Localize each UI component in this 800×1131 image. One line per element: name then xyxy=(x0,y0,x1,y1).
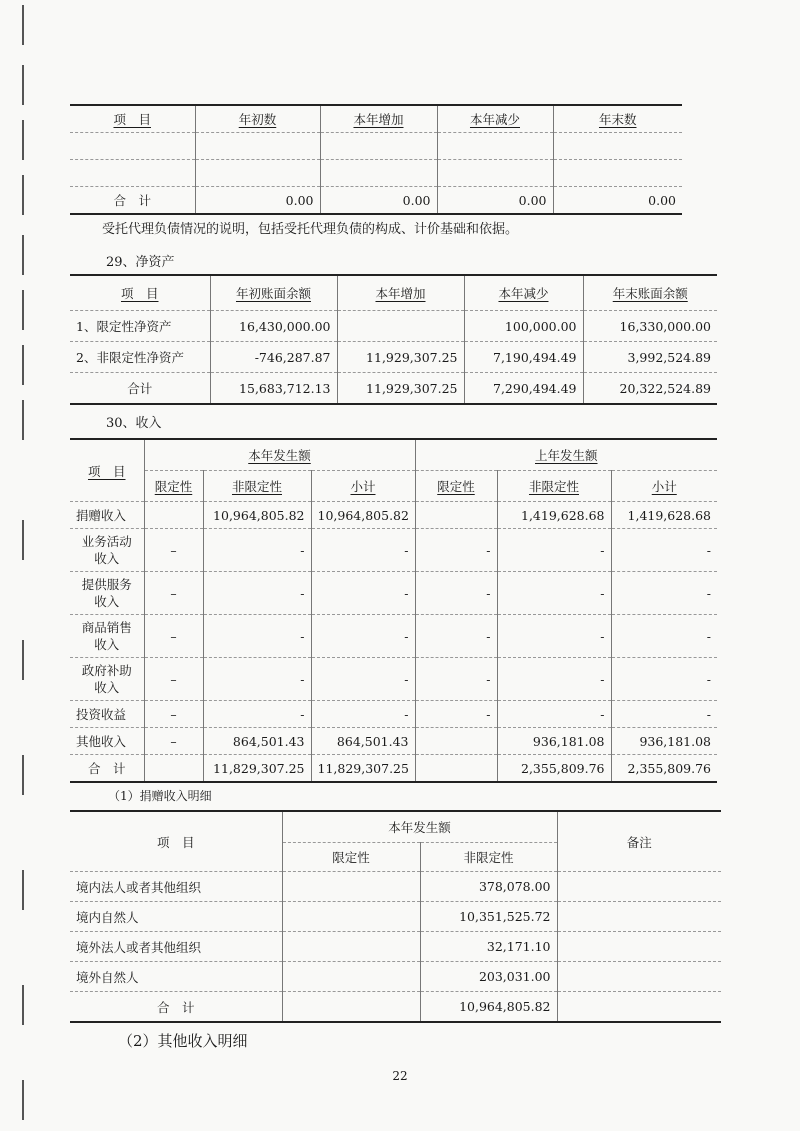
table-row: 政府补助收入 – - - - - - xyxy=(70,658,717,701)
header-current-year: 本年发生额 xyxy=(282,811,557,843)
binder-mark xyxy=(22,345,24,385)
donation-detail-title: （1）捐赠收入明细 xyxy=(108,789,212,803)
header-decrease: 本年减少 xyxy=(437,105,553,133)
binder-mark xyxy=(22,520,24,560)
binder-mark xyxy=(22,870,24,910)
total-begin: 0.00 xyxy=(195,187,320,215)
header-increase: 本年增加 xyxy=(320,105,437,133)
header-begin-balance: 年初账面余额 xyxy=(210,275,337,311)
total-end: 0.00 xyxy=(553,187,682,215)
table-row xyxy=(70,160,682,187)
total-increase: 0.00 xyxy=(320,187,437,215)
total-decrease: 0.00 xyxy=(437,187,553,215)
header-item: 项 目 xyxy=(70,811,282,872)
binder-mark xyxy=(22,640,24,680)
header-item: 项 目 xyxy=(70,105,195,133)
total-row: 合 计 10,964,805.82 xyxy=(70,992,721,1023)
binder-mark xyxy=(22,290,24,330)
header-unrestricted: 非限定性 xyxy=(420,843,557,872)
note-text: 受托代理负债情况的说明，包括受托代理负债的构成、计价基础和依据。 xyxy=(102,222,519,237)
section30-title: 30、收入 xyxy=(106,416,162,431)
table-row xyxy=(70,133,682,160)
total-row: 合 计 11,829,307.25 11,829,307.25 2,355,809.76 2,355,809.76 xyxy=(70,755,717,783)
table-row: 业务活动收入 – - - - - - xyxy=(70,529,717,572)
table-row: 投资收益 – - - - - - xyxy=(70,701,717,728)
header-remark: 备注 xyxy=(557,811,721,872)
page-number: 22 xyxy=(392,1069,408,1083)
table-row: 1、限定性净资产 16,430,000.00 100,000.00 16,330,000.00 xyxy=(70,311,717,342)
total-label: 合 计 xyxy=(113,193,151,208)
table-row: 捐赠收入 10,964,805.82 10,964,805.82 1,419,628.68 1,419,628.68 xyxy=(70,502,717,529)
trust-liability-table xyxy=(70,104,682,215)
binder-mark xyxy=(22,235,24,275)
section29-title: 29、净资产 xyxy=(106,255,175,270)
table-row: 其他收入 – 864,501.43 864,501.43 936,181.08 936,181.08 xyxy=(70,728,717,755)
binder-mark xyxy=(22,65,24,105)
table-row: 2、非限定性净资产 -746,287.87 11,929,307.25 7,190,494.49 3,992,524.89 xyxy=(70,342,717,373)
total-row xyxy=(70,187,682,215)
table-row: 境外自然人 203,031.00 xyxy=(70,962,721,992)
binder-mark xyxy=(22,5,24,45)
header-restricted: 限定性 xyxy=(282,843,420,872)
header-end-balance: 年末账面余额 xyxy=(583,275,717,311)
table-row: 提供服务收入 – - - - - - xyxy=(70,572,717,615)
binder-mark xyxy=(22,400,24,440)
binder-mark xyxy=(22,175,24,215)
table-row: 商品销售收入 – - - - - - xyxy=(70,615,717,658)
header-item: 项 目 xyxy=(70,439,144,502)
header-current-year: 本年发生额 xyxy=(144,439,415,471)
header-end: 年末数 xyxy=(553,105,682,133)
binder-mark xyxy=(22,120,24,160)
table-row: 境外法人或者其他组织 32,171.10 xyxy=(70,932,721,962)
binder-mark xyxy=(22,985,24,1025)
income-table: 项 目 本年发生额 上年发生额 限定性 非限定性 小计 限定性 非限定性 小计 捐赠收入 10,964,805.82 10,964,805.82 1,419,628.68 1,419,628.68 业务活动收入 – - - - - - 提供服务收入 – - - - - - 商品销售收入 – - - - - - 政府补助收入 – - - - - - 投资收益 – - - - - - 其他收入 – 864,501.43 864,501.43 936,181.08 936,181.08 合 计 11,829,307.25 11,829,307.25 2,355,809.76 2,355,809.76 xyxy=(70,438,717,783)
header-decrease: 本年减少 xyxy=(464,275,583,311)
total-row: 合计 15,683,712.13 11,929,307.25 7,290,494.49 20,322,524.89 xyxy=(70,373,717,405)
table-row: 境内自然人 10,351,525.72 xyxy=(70,902,721,932)
binder-mark xyxy=(22,1080,24,1120)
header-increase: 本年增加 xyxy=(337,275,464,311)
net-assets-table xyxy=(70,274,717,405)
binder-mark xyxy=(22,755,24,795)
header-begin: 年初数 xyxy=(195,105,320,133)
table-row: 境内法人或者其他组织 378,078.00 xyxy=(70,872,721,902)
header-previous-year: 上年发生额 xyxy=(415,439,717,471)
header-item: 项 目 xyxy=(70,275,210,311)
donation-detail-table xyxy=(70,810,721,1023)
other-income-title: （2）其他收入明细 xyxy=(118,1032,248,1050)
